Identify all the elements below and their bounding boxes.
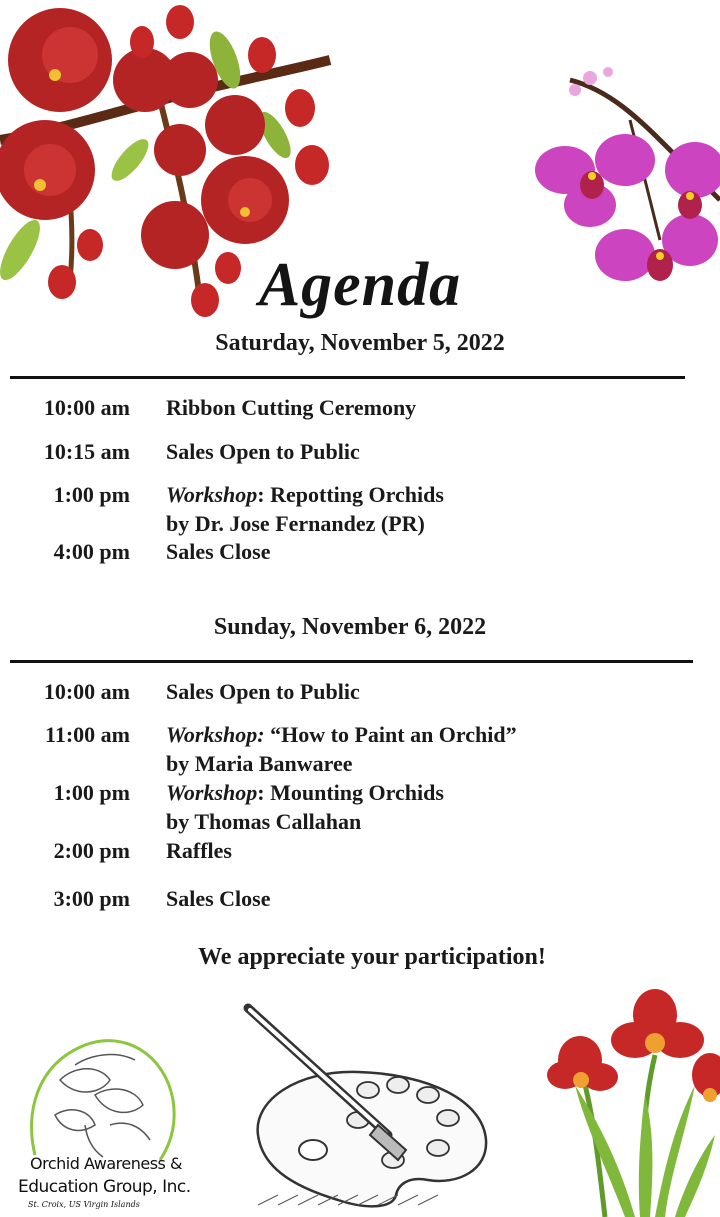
agenda-time: 10:00 am	[43, 395, 130, 420]
logo-location: St. Croix, US Virgin Islands	[28, 1200, 140, 1209]
agenda-label: Sales Open to Public	[166, 679, 360, 704]
section-divider	[10, 660, 693, 663]
logo-name-line1: Orchid Awareness &	[30, 1154, 182, 1173]
workshop-prefix: Workshop	[166, 780, 258, 805]
agenda-label	[166, 480, 444, 509]
agenda-label	[166, 720, 517, 749]
agenda-presenter: by Maria Banwaree	[166, 751, 353, 776]
agenda-presenter: by Thomas Callahan	[166, 809, 362, 834]
agenda-time: 3:00 pm	[53, 886, 130, 911]
agenda-label: Sales Open to Public	[166, 439, 360, 464]
agenda-time: 1:00 pm	[53, 482, 130, 507]
agenda-time: 11:00 am	[45, 722, 130, 747]
workshop-title: Repotting Orchids	[264, 482, 444, 507]
day-header-saturday: Saturday, November 5, 2022	[215, 330, 505, 356]
closing-message: We appreciate your participation!	[198, 944, 546, 970]
agenda-time: 10:15 am	[43, 439, 130, 464]
page-title: Agenda	[258, 251, 462, 319]
label-separator: :	[257, 780, 265, 805]
agenda-time: 2:00 pm	[53, 838, 130, 863]
workshop-title: Mounting Orchids	[264, 780, 444, 805]
agenda-label: Sales Close	[166, 539, 271, 564]
logo-name-line2: Education Group, Inc.	[18, 1177, 191, 1197]
workshop-prefix: Workshop	[166, 482, 258, 507]
agenda-label	[166, 778, 444, 807]
agenda-label: Ribbon Cutting Ceremony	[166, 395, 417, 420]
red-orchid-plant-illustration	[545, 985, 720, 1217]
agenda-label: Sales Close	[166, 886, 271, 911]
agenda-time: 10:00 am	[43, 679, 130, 704]
label-separator: :	[257, 482, 265, 507]
agenda-time: 1:00 pm	[53, 780, 130, 805]
agenda-label: Raffles	[166, 838, 232, 863]
agenda-presenter: by Dr. Jose Fernandez (PR)	[166, 511, 425, 536]
label-separator: “	[264, 722, 282, 747]
workshop-prefix: Workshop:	[166, 722, 265, 747]
agenda-time: 4:00 pm	[53, 539, 130, 564]
workshop-title: How to Paint an Orchid”	[281, 722, 517, 747]
section-divider	[10, 376, 685, 379]
paint-palette-illustration	[238, 1000, 500, 1212]
day-header-sunday: Sunday, November 6, 2022	[213, 614, 487, 640]
